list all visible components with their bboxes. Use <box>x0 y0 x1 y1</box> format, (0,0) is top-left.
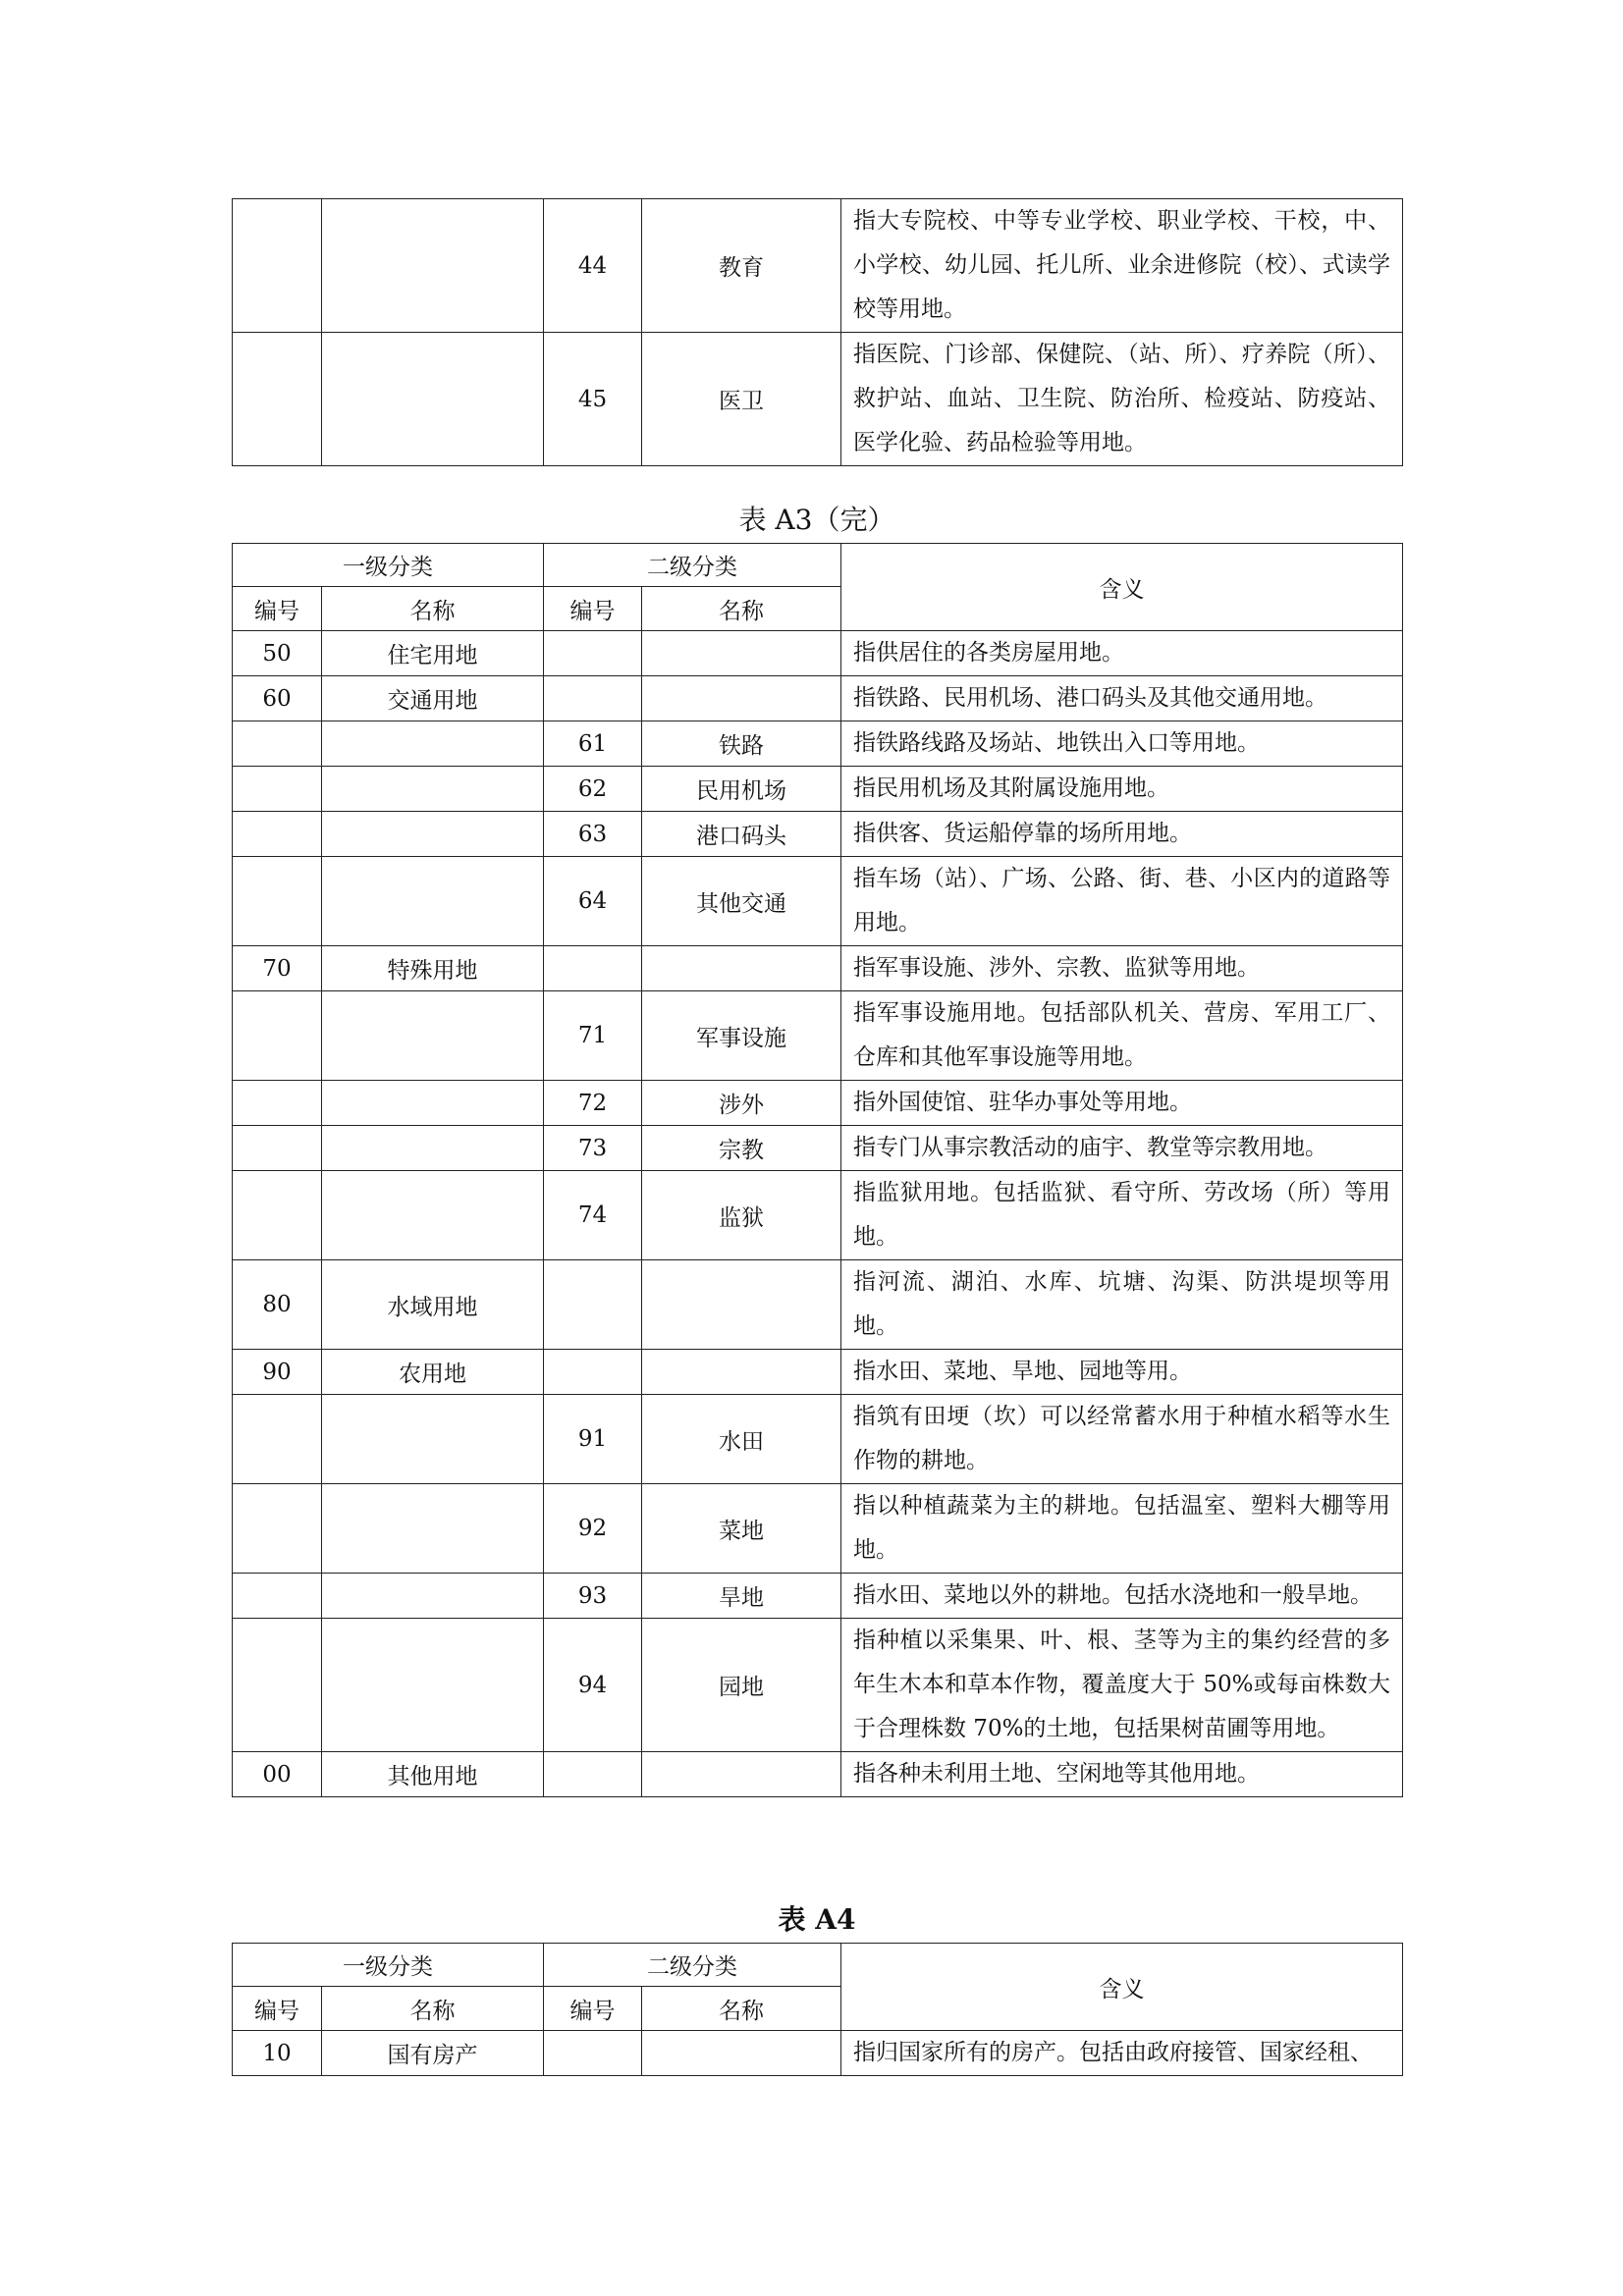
level1-code <box>233 1484 322 1574</box>
header-name-2: 名称 <box>642 1987 841 2031</box>
level1-name <box>322 721 544 767</box>
level2-code: 91 <box>544 1395 642 1484</box>
level1-code <box>233 767 322 812</box>
level1-name: 农用地 <box>322 1350 544 1395</box>
table-row <box>233 721 1403 767</box>
level2-name <box>642 1350 841 1395</box>
level2-name <box>642 2031 841 2076</box>
level2-name <box>642 631 841 676</box>
meaning: 指水田、菜地、旱地、园地等用。 <box>841 1350 1403 1395</box>
level2-code <box>544 631 642 676</box>
table-row <box>233 1574 1403 1619</box>
header-code-2: 编号 <box>544 1987 642 2031</box>
table-row <box>233 857 1403 946</box>
level1-name: 其他用地 <box>322 1752 544 1797</box>
level1-name <box>322 857 544 946</box>
level2-name <box>642 1260 841 1350</box>
meaning: 指车场（站）、广场、公路、街、巷、小区内的道路等用地。 <box>841 857 1403 946</box>
level2-code: 73 <box>544 1126 642 1171</box>
level2-name: 旱地 <box>642 1574 841 1619</box>
level1-name: 住宅用地 <box>322 631 544 676</box>
table-row <box>233 812 1403 857</box>
level1-code: 10 <box>233 2031 322 2076</box>
level2-name: 教育 <box>642 199 841 333</box>
meaning: 指筑有田埂（坎）可以经常蓄水用于种植水稻等水生作物的耕地。 <box>841 1395 1403 1484</box>
level1-name: 国有房产 <box>322 2031 544 2076</box>
table-row <box>233 1350 1403 1395</box>
level1-name <box>322 991 544 1081</box>
level2-name: 民用机场 <box>642 767 841 812</box>
meaning: 指以种植蔬菜为主的耕地。包括温室、塑料大棚等用地。 <box>841 1484 1403 1574</box>
level2-code: 93 <box>544 1574 642 1619</box>
level2-code <box>544 1260 642 1350</box>
level2-code <box>544 946 642 991</box>
level1-code <box>233 812 322 857</box>
header-code-2: 编号 <box>544 587 642 631</box>
level2-code: 64 <box>544 857 642 946</box>
level2-code <box>544 1752 642 1797</box>
level1-name <box>322 1126 544 1171</box>
table-row <box>233 767 1403 812</box>
level1-name: 水域用地 <box>322 1260 544 1350</box>
meaning: 指种植以采集果、叶、根、茎等为主的集约经营的多年生木本和草本作物，覆盖度大于 50%或每亩株数大于合理株数 70%的土地，包括果树苗圃等用地。 <box>841 1619 1403 1752</box>
table-a3 <box>232 543 1403 1797</box>
table-row <box>233 631 1403 676</box>
level2-code: 71 <box>544 991 642 1081</box>
level1-code <box>233 721 322 767</box>
table-a4 <box>232 1943 1403 2076</box>
header-meaning: 含义 <box>841 1944 1403 2031</box>
level2-code: 94 <box>544 1619 642 1752</box>
table-row <box>233 1484 1403 1574</box>
level2-code <box>544 2031 642 2076</box>
table-row <box>233 1126 1403 1171</box>
level2-code: 72 <box>544 1081 642 1126</box>
level1-code: 60 <box>233 676 322 721</box>
table-row <box>233 676 1403 721</box>
level1-name <box>322 1484 544 1574</box>
level2-name: 宗教 <box>642 1126 841 1171</box>
table-row <box>233 333 1403 466</box>
table-row <box>233 1395 1403 1484</box>
table-row <box>233 1081 1403 1126</box>
table-row <box>233 1260 1403 1350</box>
level2-name: 军事设施 <box>642 991 841 1081</box>
table-a3-caption: 表 A3（完） <box>738 504 895 536</box>
level1-code <box>233 1574 322 1619</box>
level1-name <box>322 767 544 812</box>
level1-code <box>233 1619 322 1752</box>
meaning: 指河流、湖泊、水库、坑塘、沟渠、防洪堤坝等用地。 <box>841 1260 1403 1350</box>
meaning: 指监狱用地。包括监狱、看守所、劳改场（所）等用地。 <box>841 1171 1403 1260</box>
level1-code <box>233 1395 322 1484</box>
meaning: 指水田、菜地以外的耕地。包括水浇地和一般旱地。 <box>841 1574 1403 1619</box>
level2-name: 涉外 <box>642 1081 841 1126</box>
level2-name <box>642 676 841 721</box>
meaning: 指铁路线路及场站、地铁出入口等用地。 <box>841 721 1403 767</box>
header-code-1: 编号 <box>233 1987 322 2031</box>
table-a4-caption: 表 A4 <box>778 1903 856 1936</box>
header-level2: 二级分类 <box>544 1944 841 1987</box>
meaning: 指各种未利用土地、空闲地等其他用地。 <box>841 1752 1403 1797</box>
level2-name: 园地 <box>642 1619 841 1752</box>
meaning: 指外国使馆、驻华办事处等用地。 <box>841 1081 1403 1126</box>
level1-name <box>322 1574 544 1619</box>
level2-name: 监狱 <box>642 1171 841 1260</box>
header-level2: 二级分类 <box>544 544 841 587</box>
level1-name <box>322 333 544 466</box>
table-row <box>233 199 1403 333</box>
table-row <box>233 2031 1403 2076</box>
header-level1: 一级分类 <box>233 544 544 587</box>
level2-name: 铁路 <box>642 721 841 767</box>
header-level1: 一级分类 <box>233 1944 544 1987</box>
level2-name: 菜地 <box>642 1484 841 1574</box>
level1-name <box>322 812 544 857</box>
level2-code: 61 <box>544 721 642 767</box>
meaning: 指民用机场及其附属设施用地。 <box>841 767 1403 812</box>
meaning: 指军事设施、涉外、宗教、监狱等用地。 <box>841 946 1403 991</box>
level1-name <box>322 1171 544 1260</box>
header-name-1: 名称 <box>322 587 544 631</box>
table-row <box>233 991 1403 1081</box>
table-row <box>233 1752 1403 1797</box>
meaning: 指医院、门诊部、保健院、（站、所）、疗养院（所）、救护站、血站、卫生院、防治所、检疫站、防疫站、医学化验、药品检验等用地。 <box>841 333 1403 466</box>
level1-name: 特殊用地 <box>322 946 544 991</box>
level2-code: 44 <box>544 199 642 333</box>
level1-code <box>233 1126 322 1171</box>
level1-name <box>322 1081 544 1126</box>
table-row <box>233 1619 1403 1752</box>
meaning: 指归国家所有的房产。包括由政府接管、国家经租、 <box>841 2031 1403 2076</box>
level1-code <box>233 1081 322 1126</box>
level1-name <box>322 199 544 333</box>
level1-code <box>233 1171 322 1260</box>
level2-name <box>642 1752 841 1797</box>
meaning: 指专门从事宗教活动的庙宇、教堂等宗教用地。 <box>841 1126 1403 1171</box>
level1-code <box>233 991 322 1081</box>
level1-code <box>233 333 322 466</box>
meaning: 指铁路、民用机场、港口码头及其他交通用地。 <box>841 676 1403 721</box>
level2-name: 水田 <box>642 1395 841 1484</box>
level2-name <box>642 946 841 991</box>
level1-code: 50 <box>233 631 322 676</box>
level2-code: 62 <box>544 767 642 812</box>
level2-name: 医卫 <box>642 333 841 466</box>
meaning: 指供客、货运船停靠的场所用地。 <box>841 812 1403 857</box>
level1-name: 交通用地 <box>322 676 544 721</box>
level2-code <box>544 676 642 721</box>
header-name-1: 名称 <box>322 1987 544 2031</box>
level1-code: 70 <box>233 946 322 991</box>
level2-code: 45 <box>544 333 642 466</box>
level2-code <box>544 1350 642 1395</box>
header-meaning: 含义 <box>841 544 1403 631</box>
header-name-2: 名称 <box>642 587 841 631</box>
level1-code <box>233 857 322 946</box>
level1-code: 80 <box>233 1260 322 1350</box>
level1-code: 00 <box>233 1752 322 1797</box>
meaning: 指大专院校、中等专业学校、职业学校、干校，中、小学校、幼儿园、托儿所、业余进修院（校）、式读学校等用地。 <box>841 199 1403 333</box>
level2-code: 74 <box>544 1171 642 1260</box>
table-a3-continuation-top <box>232 198 1403 466</box>
level2-name: 港口码头 <box>642 812 841 857</box>
level1-code: 90 <box>233 1350 322 1395</box>
table-row <box>233 1171 1403 1260</box>
level2-code: 92 <box>544 1484 642 1574</box>
table-row <box>233 946 1403 991</box>
level2-code: 63 <box>544 812 642 857</box>
level1-name <box>322 1395 544 1484</box>
meaning: 指军事设施用地。包括部队机关、营房、军用工厂、仓库和其他军事设施等用地。 <box>841 991 1403 1081</box>
header-code-1: 编号 <box>233 587 322 631</box>
level2-name: 其他交通 <box>642 857 841 946</box>
meaning: 指供居住的各类房屋用地。 <box>841 631 1403 676</box>
level1-code <box>233 199 322 333</box>
level1-name <box>322 1619 544 1752</box>
